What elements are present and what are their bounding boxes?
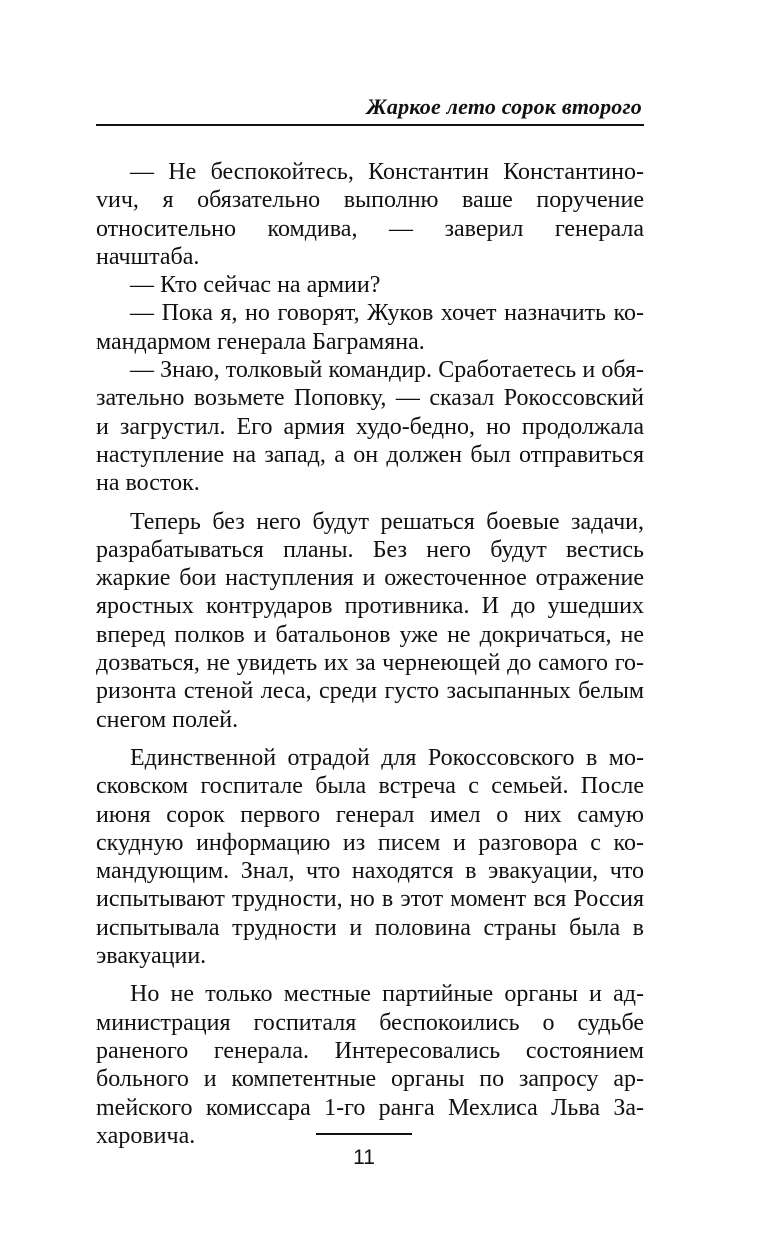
footer-rule: [316, 1133, 412, 1135]
paragraph-4: — Знаю, толковый командир. Сработаетесь и обязательно возьмете Поповку, — сказал Рокоссовский и загрустил. Его армия худо-бедно, но продолжала наступление на запад, а он должен был отправиться на восток.: [96, 357, 644, 497]
paragraph-5: Теперь без него будут решаться боевые задачи, разрабатываться планы. Без него будут вестись жаркие бои наступления и ожесточенное отражение яростных контрударов противника. И до ушедших вперед полков и батальонов уже не докричаться, не дозваться, не увидеть их за чернеющей до самого горизонта стеной леса, среди густо засыпанных белым снегом полей.: [96, 508, 644, 733]
paragraph-7: Но не только местные партийные органы и администрация госпиталя беспокоились о судьбе раненого генерала. Интересовались состоянием больного и компетентные органы по запросу арmейского комиссара 1-го ранга Мехлиса Льва Захаровича.: [96, 981, 644, 1149]
paragraph-3: — Пока я, но говорят, Жуков хочет назначить командармом генерала Баграмяна.: [96, 300, 644, 355]
paragraph-2: — Кто сейчас на армии?: [130, 272, 381, 299]
running-header: [96, 88, 644, 126]
running-title: Жаркое лето сорок второго: [366, 94, 642, 119]
paragraph-1: — Не беспокойтесь, Константин Константиноvич, я обязательно выполню ваше поручение относительно комдива, — заверил генерала начштаба.: [96, 159, 644, 270]
page-number: 11: [353, 1146, 375, 1169]
text-body: [96, 158, 644, 1150]
paragraph-6: Единственной отрадой для Рокоссовского в московском госпитале была встреча с семьей. После июня сорок первого генерал имел о них самую скудную информацию из писем и разговора с командующим. Знал, что находятся в эвакуации, что испытывают трудности, но в этот момент вся Россия испытывала трудности и половина страны была в эвакуации.: [96, 744, 644, 970]
